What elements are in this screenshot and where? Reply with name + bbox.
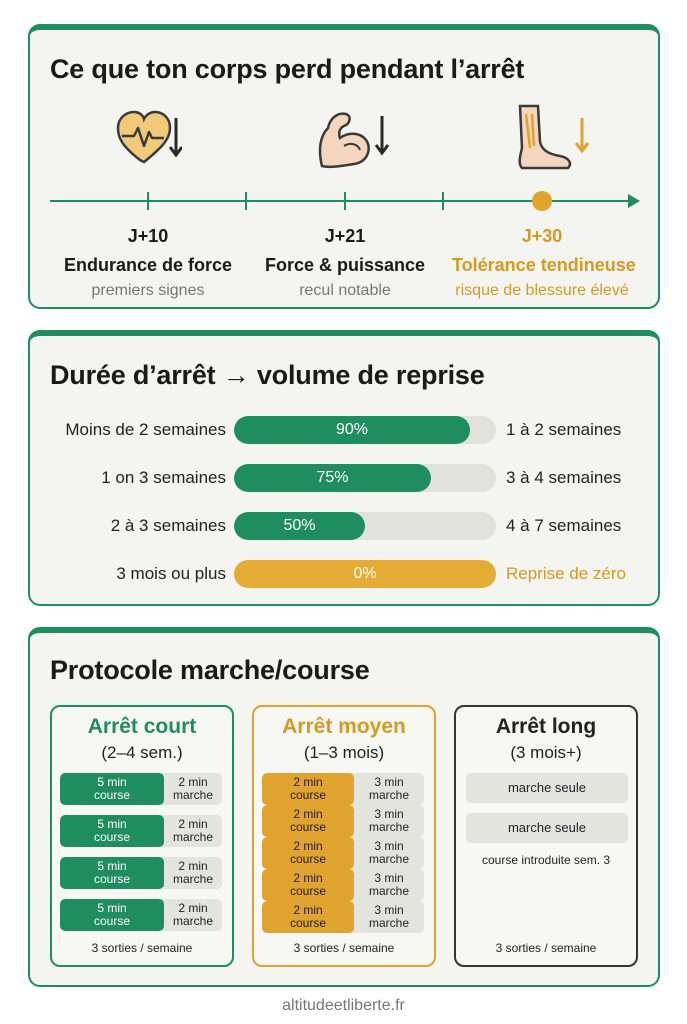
- walk-segment: [354, 773, 424, 805]
- walk-time: 3 min: [374, 871, 404, 885]
- walk-segment: [354, 901, 424, 933]
- walk-label: marche: [368, 820, 409, 834]
- timeline-tick: [147, 192, 149, 210]
- run-label: course: [93, 872, 131, 886]
- run-label: course: [93, 788, 131, 802]
- run-label: course: [289, 884, 327, 898]
- protocol-short: [50, 705, 234, 967]
- timeline-tick: [245, 192, 247, 210]
- flexed-arm-icon: [314, 110, 390, 170]
- milestone-day: J+10: [127, 226, 169, 246]
- milestone-subtitle: risque de blessure élevé: [455, 282, 629, 299]
- heart-pulse-icon: [116, 110, 182, 166]
- protocol-note: course introduite sem. 3: [481, 853, 611, 867]
- interval-row: [262, 901, 424, 933]
- milestone-subtitle: recul notable: [299, 282, 391, 299]
- card-title: Protocole marche/course: [50, 655, 370, 685]
- row-duration-label: 2 à 3 semaines: [110, 516, 226, 535]
- run-time: 2 min: [293, 903, 323, 917]
- protocol-duration: (2–4 sem.): [101, 743, 183, 762]
- interval-row: [60, 899, 222, 931]
- milestone-day: J+30: [521, 226, 563, 246]
- run-time: 5 min: [97, 859, 127, 873]
- walk-segment: [164, 899, 222, 931]
- row-duration-label: 1 on 3 semaines: [101, 468, 226, 487]
- walk-time: 2 min: [178, 901, 208, 915]
- timeline-marker-dot: [532, 191, 552, 211]
- run-label: course: [289, 852, 327, 866]
- walk-time: 2 min: [178, 817, 208, 831]
- walk-segment: [164, 815, 222, 847]
- walk-segment: [354, 805, 424, 837]
- volume-row: [30, 560, 662, 590]
- walk-label: marche: [172, 872, 213, 886]
- run-segment: [262, 805, 354, 837]
- walk-label: marche: [368, 916, 409, 930]
- run-label: course: [289, 820, 327, 834]
- run-time: 2 min: [293, 839, 323, 853]
- run-label: course: [93, 830, 131, 844]
- milestone-title: Endurance de force: [63, 255, 233, 275]
- run-segment: [262, 837, 354, 869]
- milestone-title: Tolérance tendineuse: [452, 255, 636, 275]
- interval-row: [60, 857, 222, 889]
- walk-time: 2 min: [178, 859, 208, 873]
- walk-time: 2 min: [178, 775, 208, 789]
- interval-row: [60, 815, 222, 847]
- walk-label: marche: [172, 788, 213, 802]
- run-label: course: [289, 788, 327, 802]
- protocol-medium: [252, 705, 436, 967]
- body-loss-card: [28, 24, 660, 309]
- run-time: 5 min: [97, 775, 127, 789]
- volume-percent-label: 75%: [316, 469, 349, 486]
- milestone-subtitle: premiers signes: [91, 282, 205, 299]
- protocol-title: Arrêt court: [87, 715, 197, 738]
- walk-time: 3 min: [374, 807, 404, 821]
- protocol-long: [454, 705, 638, 967]
- volume-bar-track: [234, 512, 496, 540]
- protocol-duration: (3 mois+): [510, 743, 582, 762]
- walk-segment: [164, 857, 222, 889]
- milestone-day: J+21: [324, 226, 366, 246]
- card-title: Durée d’arrêt → volume de reprise: [50, 360, 485, 390]
- walk-segment: [354, 837, 424, 869]
- volume-percent-label: 50%: [283, 517, 316, 534]
- interval-row: [262, 805, 424, 837]
- leg-foot-icon: [512, 104, 592, 174]
- return-volume-card: [28, 330, 660, 606]
- row-duration-result: Reprise de zéro: [506, 564, 627, 583]
- card-title: Ce que ton corps perd pendant l’arrêt: [50, 54, 525, 84]
- walk-label: marche: [172, 914, 213, 928]
- walk-label: marche: [368, 852, 409, 866]
- walk-run-protocol-card: [28, 627, 660, 987]
- interval-row: [262, 773, 424, 805]
- row-duration-label: 3 mois ou plus: [116, 564, 226, 583]
- run-segment: [262, 901, 354, 933]
- timeline-tick: [344, 192, 346, 210]
- walk-time: 3 min: [374, 903, 404, 917]
- milestone-j21: [255, 226, 435, 300]
- walk-only-block: marche seule: [466, 813, 628, 843]
- run-segment: [262, 869, 354, 901]
- timeline-tick: [442, 192, 444, 210]
- volume-row: [30, 416, 662, 446]
- row-duration-result: 3 à 4 semaines: [506, 468, 622, 487]
- volume-row: [30, 512, 662, 542]
- timeline-arrowhead: [628, 194, 640, 208]
- volume-percent-label: 90%: [335, 421, 369, 438]
- protocol-frequency: 3 sorties / semaine: [91, 941, 193, 955]
- milestone-title: Force & puissance: [264, 255, 426, 275]
- walk-only-block: marche seule: [466, 773, 628, 803]
- milestone-j30: [452, 226, 636, 300]
- protocol-frequency: 3 sorties / semaine: [293, 941, 395, 955]
- walk-label: marche: [368, 884, 409, 898]
- volume-row: [30, 464, 662, 494]
- run-segment: [60, 773, 164, 805]
- row-duration-label: Moins de 2 semaines: [65, 420, 226, 439]
- run-segment: [262, 773, 354, 805]
- walk-label: marche: [172, 830, 213, 844]
- run-time: 2 min: [293, 775, 323, 789]
- run-time: 2 min: [293, 807, 323, 821]
- run-time: 5 min: [97, 901, 127, 915]
- walk-segment: [164, 773, 222, 805]
- row-duration-result: 1 à 2 semaines: [506, 420, 622, 439]
- milestone-j10: [58, 226, 238, 300]
- volume-bar-track: [234, 416, 496, 444]
- protocol-title: Arrêt long: [495, 715, 597, 738]
- walk-segment: [354, 869, 424, 901]
- site-url: altitudeetliberte.fr: [282, 997, 405, 1014]
- run-segment: [60, 815, 164, 847]
- run-label: course: [93, 914, 131, 928]
- volume-bar-track: [234, 560, 496, 588]
- volume-bar-track: [234, 464, 496, 492]
- protocol-duration: (1–3 mois): [303, 743, 385, 762]
- run-label: course: [289, 916, 327, 930]
- volume-percent-label: 0%: [353, 565, 377, 582]
- walk-time: 3 min: [374, 775, 404, 789]
- interval-row: [262, 837, 424, 869]
- interval-row: [60, 773, 222, 805]
- run-segment: [60, 857, 164, 889]
- protocol-frequency: 3 sorties / semaine: [495, 941, 597, 955]
- walk-time: 3 min: [374, 839, 404, 853]
- run-segment: [60, 899, 164, 931]
- row-duration-result: 4 à 7 semaines: [506, 516, 622, 535]
- walk-label: marche: [368, 788, 409, 802]
- interval-row: [262, 869, 424, 901]
- run-time: 2 min: [293, 871, 323, 885]
- protocol-title: Arrêt moyen: [282, 715, 406, 738]
- run-time: 5 min: [97, 817, 127, 831]
